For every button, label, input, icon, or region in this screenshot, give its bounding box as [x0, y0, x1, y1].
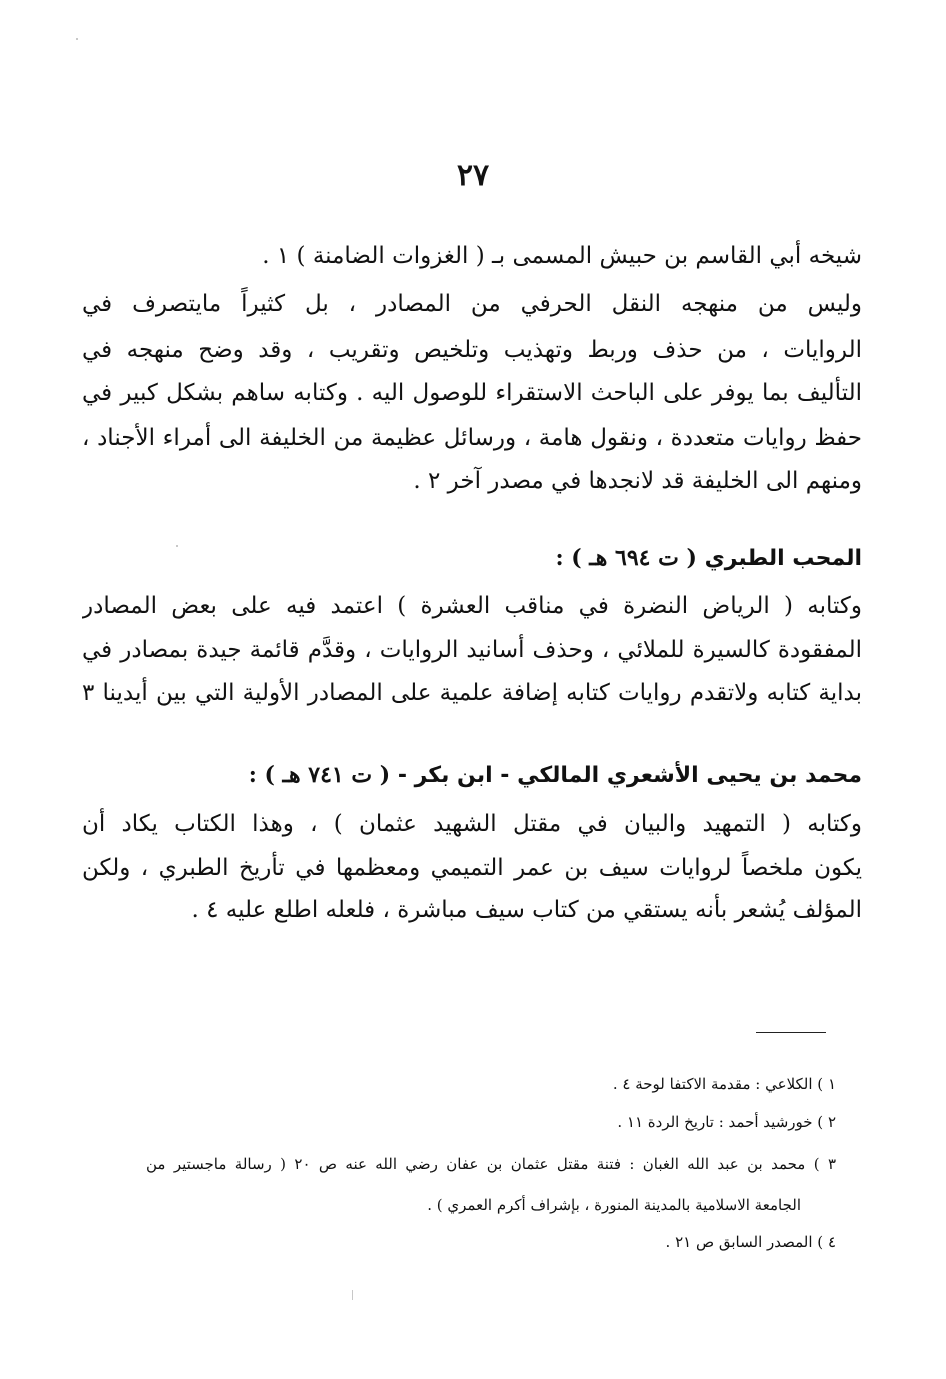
footnote: ٢ ) خورشيد أحمد : تاريخ الردة ١١ .	[617, 1113, 836, 1131]
scan-mark	[76, 38, 78, 40]
heading-date: ( ت ٧٤١ هـ ) :	[248, 762, 391, 788]
body-line: شيخه أبي القاسم بن حبيش المسمى بـ ( الغزوات الضامنة ) ١ .	[262, 243, 862, 269]
body-line: بداية كتابه ولاتقدم روايات كتابه إضافة علمية على المصادر الأولية التي بين أيدينا ٣	[82, 680, 862, 706]
page-number: ٢٧	[456, 158, 490, 193]
body-line: وليس من منهجه النقل الحرفي من المصادر ، بل كثيراً مايتصرف في	[82, 291, 862, 317]
heading-name: المحب الطبري	[704, 546, 862, 571]
body-line: ومنهم الى الخليفة قد لانجدها في مصدر آخر ٢ .	[413, 468, 862, 494]
footnote: ١ ) الكلاعي : مقدمة الاكتفا لوحة ٤ .	[612, 1075, 836, 1093]
body-line: المؤلف يُشعر بأنه يستقي من كتاب سيف مباشرة ، فلعله اطلع عليه ٤ .	[191, 897, 862, 923]
heading-name: محمد بن يحيى الأشعري المالكي - ابن بكر -	[397, 763, 862, 788]
footnote: الجامعة الاسلامية بالمدينة المنورة ، بإشراف أكرم العمري ) .	[427, 1196, 801, 1214]
body-line: حفظ روايات متعددة ، ونقول هامة ، ورسائل عظيمة من الخليفة الى أمراء الأجناد ،	[82, 425, 862, 451]
body-line: وكتابه ( التمهيد والبيان في مقتل الشهيد عثمان ) ، وهذا الكتاب يكاد أن	[82, 811, 862, 837]
body-line: الروايات ، من حذف وربط وتهذيب وتلخيص وتقريب ، وقد وضح منهجه في	[82, 337, 862, 363]
footnote: ٤ ) المصدر السابق ص ٢١ .	[665, 1233, 836, 1251]
section-heading	[82, 538, 862, 578]
section-heading	[82, 755, 862, 795]
footnote-rule	[756, 1032, 826, 1033]
body-line: يكون ملخصاً لروايات سيف بن عمر التميمي ومعظمها في تأريخ الطبري ، ولكن	[82, 855, 862, 881]
body-line: المفقودة كالسيرة للملائي ، وحذف أسانيد الروايات ، وقدَّم قائمة جيدة بمصادر في	[82, 637, 862, 663]
body-line: وكتابه ( الرياض النضرة في مناقب العشرة ) اعتمد فيه على بعض المصادر	[82, 593, 862, 619]
body-line: التأليف بما يوفر على الباحث الاستقراء للوصول اليه . وكتابه ساهم بشكل كبير في	[82, 380, 862, 406]
scan-mark	[176, 545, 178, 547]
scan-mark	[352, 1290, 353, 1300]
footnote: ٣ ) محمد بن عبد الله الغبان : فتنة مقتل عثمان بن عفان رضي الله عنه ص ٢٠ ( رسالة ماجستير من	[146, 1155, 836, 1173]
heading-date: ( ت ٦٩٤ هـ ) :	[555, 545, 697, 571]
